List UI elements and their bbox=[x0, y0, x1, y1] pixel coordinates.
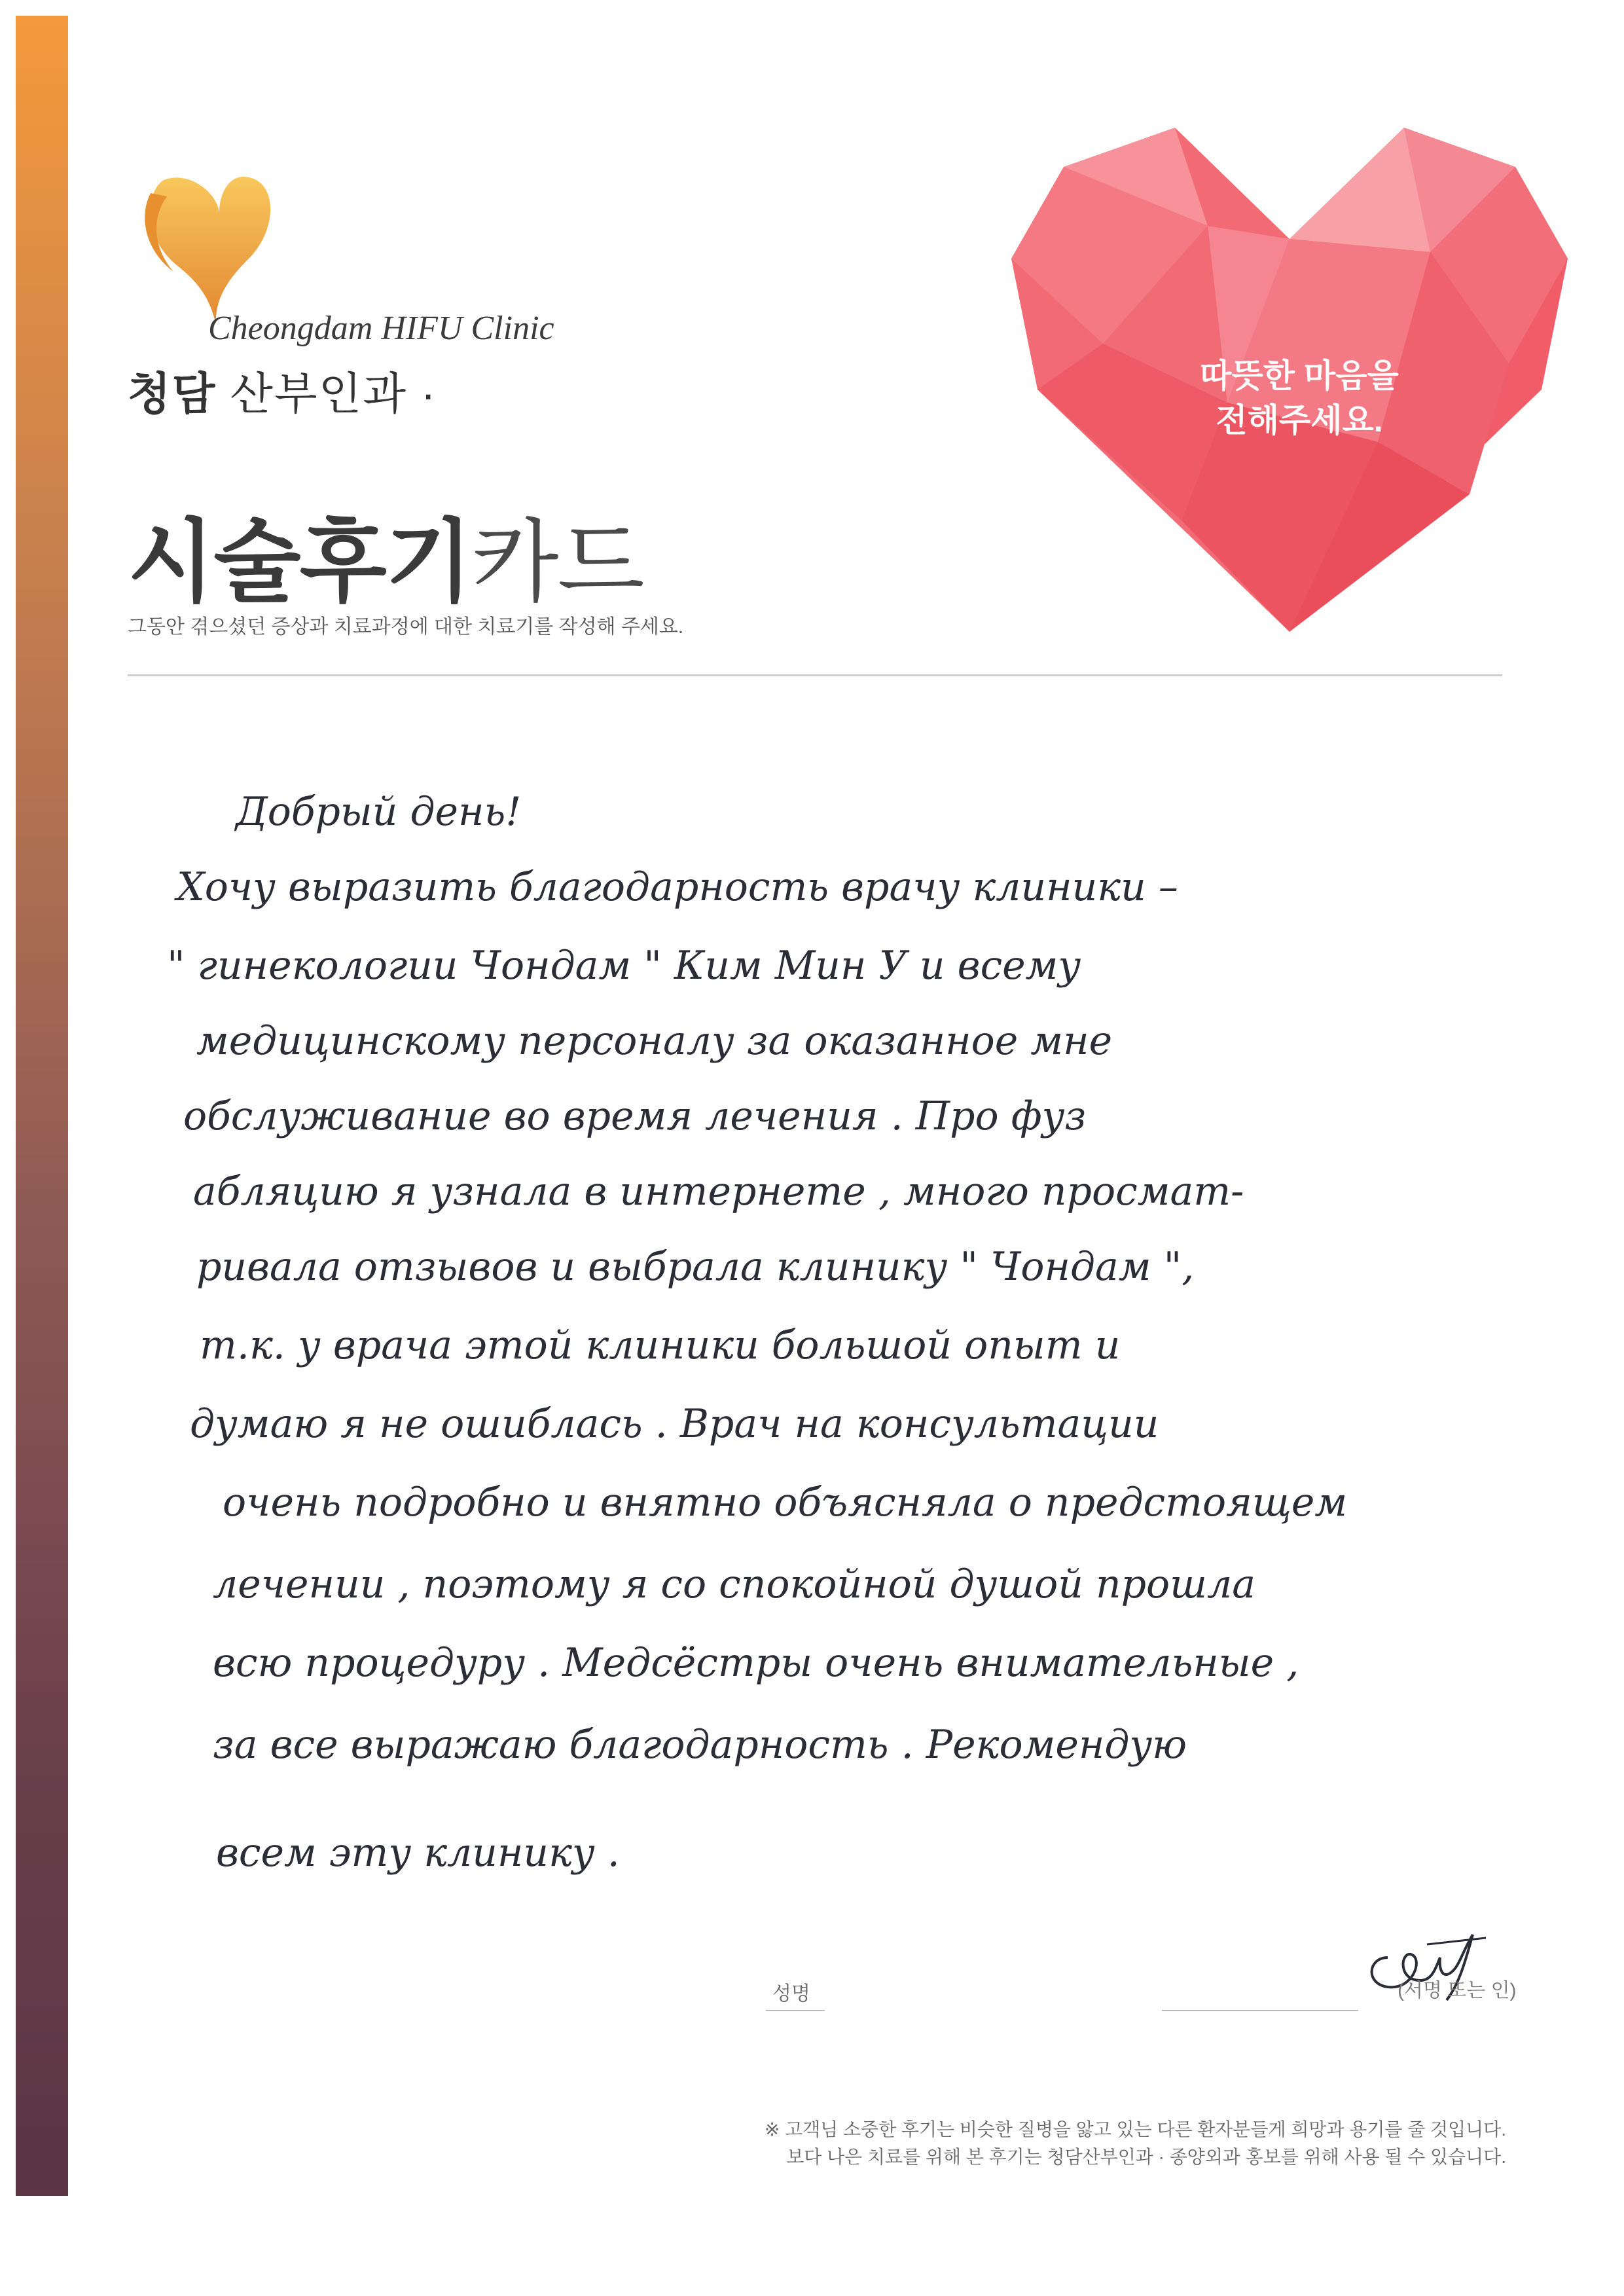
heart-message bbox=[1074, 354, 1525, 443]
signature-hint: (서명 또는 인) bbox=[1398, 1980, 1517, 2001]
clinic-name-ko-rest: 산부인과 · bbox=[216, 369, 437, 419]
review-line: ривала отзывов и выбрала клинику " Чондам ", bbox=[196, 1244, 1195, 1290]
review-line: медицинскому персоналу за оказанное мне bbox=[196, 1018, 1113, 1064]
card-subtitle: 그동안 겪으셨던 증상과 치료과정에 대한 치료기를 작성해 주세요. bbox=[128, 616, 684, 638]
heart-message-line2: 전해주세요. bbox=[1216, 402, 1383, 439]
clinic-name-ko bbox=[128, 359, 437, 422]
review-line: за все выражаю благодарность . Рекомендую bbox=[213, 1722, 1187, 1768]
clinic-name-en: Cheongdam HIFU Clinic bbox=[208, 310, 554, 347]
review-line: обслуживание во время лечения . Про фуз bbox=[183, 1093, 1087, 1139]
review-line: лечении , поэтому я со спокойной душой прошла bbox=[213, 1561, 1255, 1607]
review-line: очень подробно и внятно объясняла о предстоящем bbox=[223, 1480, 1348, 1525]
clinic-name-ko-bold: 청담 bbox=[128, 369, 217, 419]
card-title-bold: 시술후기 bbox=[128, 512, 472, 613]
review-line: всем эту клинику . bbox=[216, 1830, 620, 1876]
footnote bbox=[765, 2116, 1506, 2171]
card-title-rest: 카드 bbox=[471, 512, 643, 613]
signature-label-underline bbox=[766, 2010, 825, 2011]
review-line: думаю я не ошиблась . Врач на консультации bbox=[190, 1401, 1159, 1447]
review-line: абляцию я узнала в интернете , много просмат- bbox=[193, 1169, 1244, 1214]
signature-label: 성명 bbox=[772, 1983, 810, 2005]
review-line: всю процедуру . Медсёстры очень внимательные , bbox=[213, 1640, 1299, 1686]
review-line: Хочу выразить благодарность врачу клиники – bbox=[177, 864, 1178, 910]
review-line: Добрый день! bbox=[236, 789, 522, 835]
heart-message-line1: 따뜻한 마음을 bbox=[1200, 357, 1399, 394]
header-divider bbox=[128, 674, 1502, 676]
footnote-line1: ※ 고객님 소중한 후기는 비슷한 질병을 앓고 있는 다른 환자분들게 희망과 용기를 줄 것입니다. bbox=[764, 2119, 1506, 2140]
review-line: " гинекологии Чондам " Ким Мин У и всему bbox=[167, 943, 1081, 989]
card-title bbox=[128, 490, 643, 619]
footnote-line2: 보다 나은 치료를 위해 본 후기는 청담산부인과 · 종양외과 홍보를 위해 사용 될 수 있습니다. bbox=[786, 2147, 1506, 2167]
signature-line bbox=[1162, 2010, 1358, 2011]
review-line: т.к. у врача этой клиники большой опыт и bbox=[200, 1322, 1121, 1368]
sidebar-stripe bbox=[16, 16, 68, 2196]
clinic-logo-icon bbox=[137, 167, 288, 331]
